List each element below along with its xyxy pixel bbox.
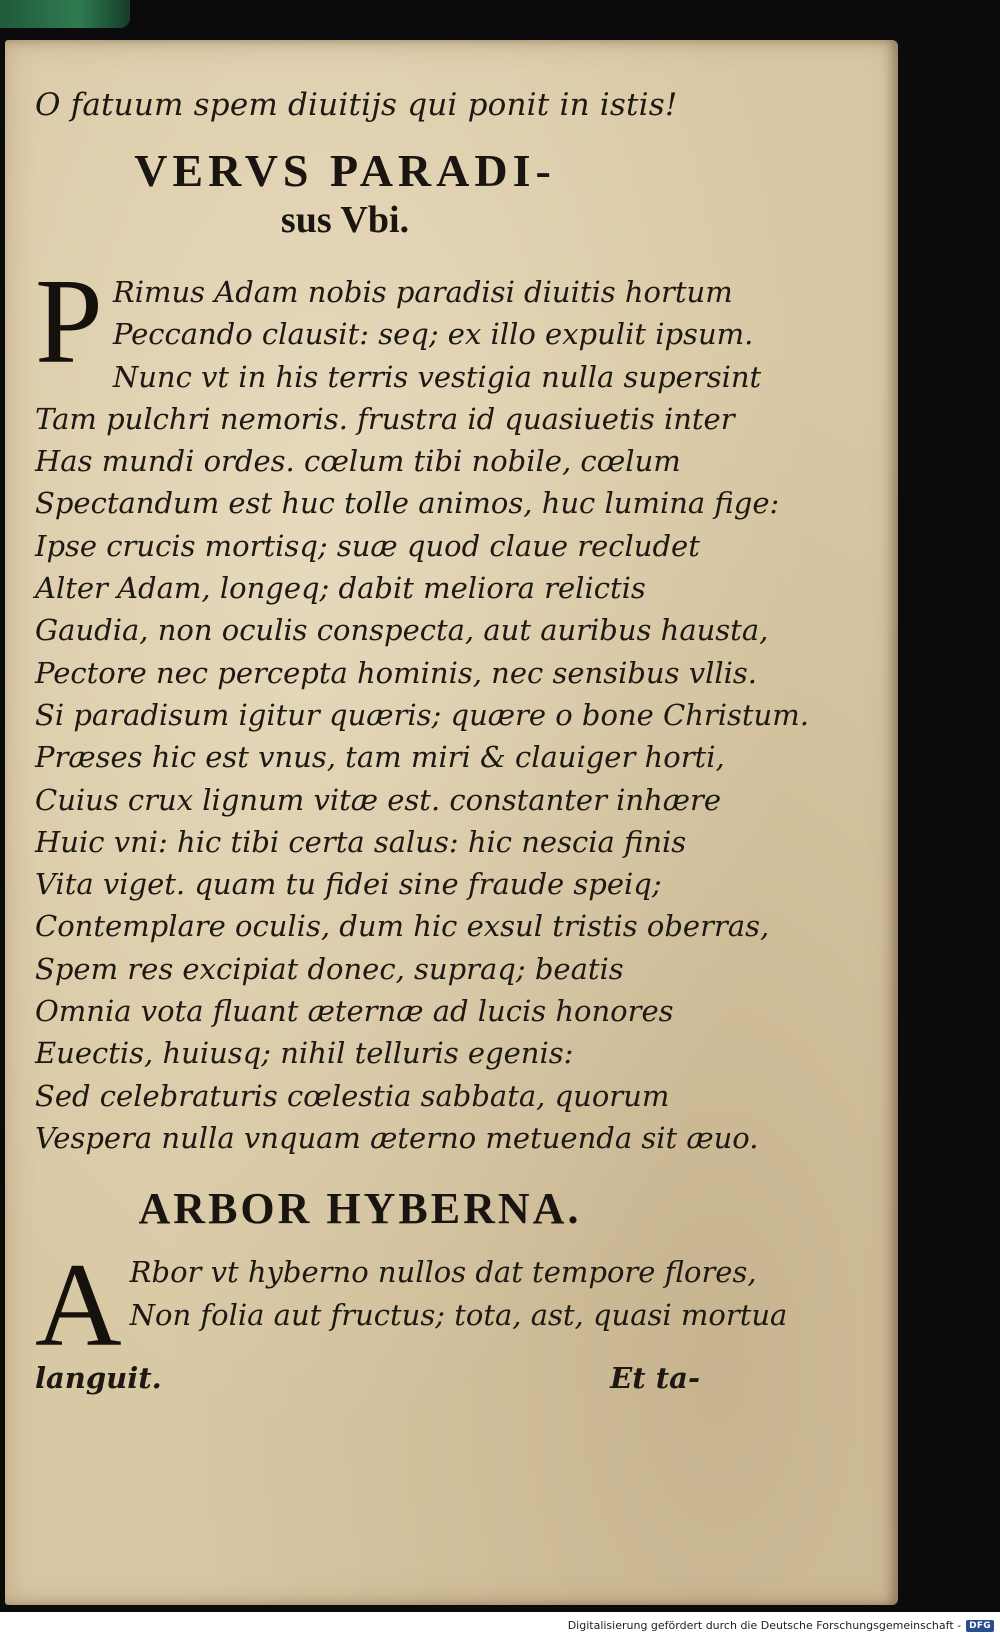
verse-line: Si paradisum igitur quæris; quære o bone Christum. [35,697,809,732]
verse-line: Rimus Adam nobis paradisi diuitis hortum [112,275,733,309]
verse-last-line [35,1357,700,1399]
book-page [5,40,898,1605]
dfg-logo-icon: DFG [966,1620,994,1632]
bookmark-ribbon [0,0,130,28]
section-title: VERVS PARADI- [134,145,556,196]
drop-cap-a: A [35,1238,122,1372]
catchword: Et ta- [610,1361,700,1396]
verse-line: Huic vni: hic tibi certa salus: hic nescia finis [35,824,687,859]
verse-line: Pectore nec percepta hominis, nec sensibus vllis. [35,655,757,690]
verse-line: Non folia aut fructus; tota, ast, quasi mortua [129,1297,788,1332]
section-title-arbor: ARBOR HYBERNA. [138,1184,582,1234]
verse-line: Alter Adam, longeq; dabit meliora relictis [35,571,646,606]
verse-line: Omnia vota fluant æternæ ad lucis honores [35,994,674,1029]
verse-line: Rbor vt hyberno nullos dat tempore flores, [129,1255,757,1290]
verse-line: Tam pulchri nemoris. frustra id quasiuetis inter [35,401,735,436]
page-text [35,85,809,1400]
verse-line: Euectis, huiusq; nihil telluris egenis: [35,1036,574,1071]
top-line: O fatuum spem diuitijs qui ponit in istis! [35,87,678,123]
verse-line: Nunc vt in his terris vestigia nulla supersint [112,359,762,394]
verse-line: Spectandum est huc tolle animos, huc lumina fige: [35,486,780,521]
verse-line: Cuius crux lignum vitæ est. constanter inhære [35,782,722,817]
verse-line: Peccando clausit: seq; ex illo expulit ipsum. [112,317,754,352]
drop-cap-p: P [35,254,103,389]
poem-verus-paradisus [35,254,809,1159]
verse-line: Spem res excipiat donec, supraq; beatis [35,951,624,986]
poem-arbor-hyberna [35,1238,788,1399]
digitization-footer [0,1612,1000,1637]
verse-line: Gaudia, non oculis conspecta, aut auribus hausta, [35,613,769,648]
verse-line: Sed celebraturis cœlestia sabbata, quorum [35,1078,670,1113]
footer-credit: Digitalisierung gefördert durch die Deutsche Forschungsgemeinschaft - [567,1619,962,1632]
verse-line: Vita viget. quam tu fidei sine fraude speiq; [35,867,662,902]
verse-line: Vespera nulla vnquam æterno metuenda sit æuo. [35,1120,759,1155]
verse-line: Contemplare oculis, dum hic exsul tristis oberras, [35,909,770,944]
verse-line: Ipse crucis mortisq; suæ quod claue recludet [35,528,700,563]
verse-line: Has mundi ordes. cœlum tibi nobile, cœlum [35,444,681,479]
verse-line: languit. [35,1361,162,1396]
section-subtitle: sus Vbi. [280,199,410,241]
verse-line: Præses hic est vnus, tam miri & clauiger horti, [35,740,725,775]
